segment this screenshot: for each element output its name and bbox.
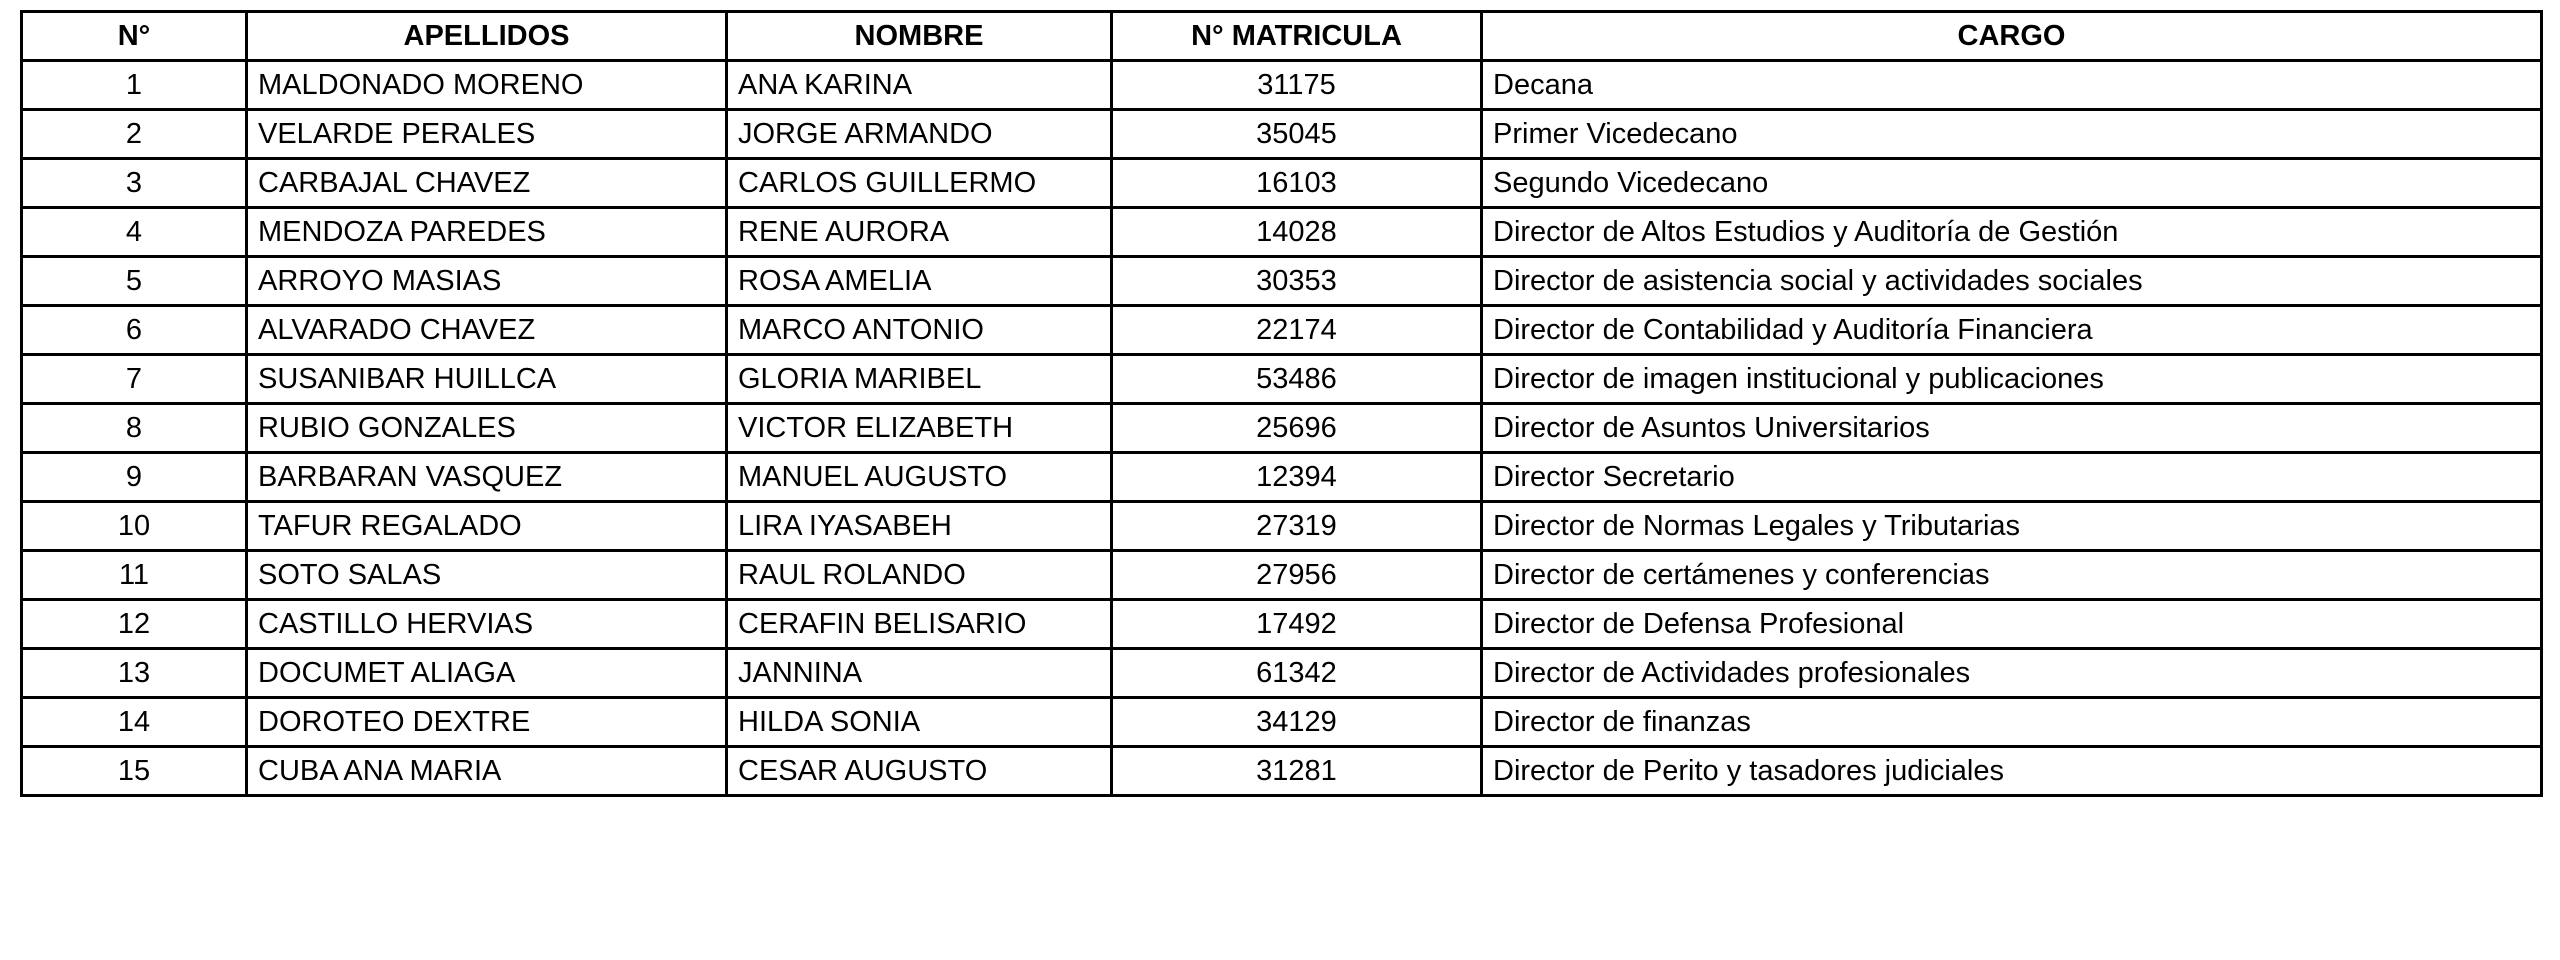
table-row [22, 698, 2542, 747]
cell-cargo: Director de imagen institucional y publicaciones [1482, 355, 2542, 404]
table-row [22, 600, 2542, 649]
cell-nombre: JORGE ARMANDO [727, 110, 1112, 159]
cell-apellidos: BARBARAN VASQUEZ [247, 453, 727, 502]
table-row [22, 649, 2542, 698]
cell-numero: 13 [22, 649, 247, 698]
table-header [22, 12, 2542, 61]
column-header-apellidos: APELLIDOS [247, 12, 727, 61]
cell-apellidos: CARBAJAL CHAVEZ [247, 159, 727, 208]
roster-table [20, 10, 2543, 797]
table-row [22, 110, 2542, 159]
cell-nombre: ROSA AMELIA [727, 257, 1112, 306]
table-row [22, 355, 2542, 404]
cell-nombre: HILDA SONIA [727, 698, 1112, 747]
cell-nombre: MANUEL AUGUSTO [727, 453, 1112, 502]
cell-cargo: Director de Actividades profesionales [1482, 649, 2542, 698]
cell-nombre: CARLOS GUILLERMO [727, 159, 1112, 208]
cell-matricula: 31175 [1112, 61, 1482, 110]
cell-apellidos: CUBA ANA MARIA [247, 747, 727, 796]
cell-cargo: Director de asistencia social y actividades sociales [1482, 257, 2542, 306]
cell-cargo: Director de finanzas [1482, 698, 2542, 747]
cell-numero: 10 [22, 502, 247, 551]
cell-nombre: CESAR AUGUSTO [727, 747, 1112, 796]
cell-numero: 8 [22, 404, 247, 453]
table-row [22, 747, 2542, 796]
cell-nombre: ANA KARINA [727, 61, 1112, 110]
cell-apellidos: MALDONADO MORENO [247, 61, 727, 110]
cell-matricula: 61342 [1112, 649, 1482, 698]
cell-numero: 12 [22, 600, 247, 649]
cell-cargo: Director de Normas Legales y Tributarias [1482, 502, 2542, 551]
cell-matricula: 17492 [1112, 600, 1482, 649]
cell-nombre: JANNINA [727, 649, 1112, 698]
column-header-cargo: CARGO [1482, 12, 2542, 61]
cell-apellidos: VELARDE PERALES [247, 110, 727, 159]
cell-cargo: Director Secretario [1482, 453, 2542, 502]
cell-matricula: 27956 [1112, 551, 1482, 600]
cell-nombre: RENE AURORA [727, 208, 1112, 257]
cell-matricula: 14028 [1112, 208, 1482, 257]
cell-numero: 1 [22, 61, 247, 110]
cell-apellidos: SUSANIBAR HUILLCA [247, 355, 727, 404]
cell-matricula: 30353 [1112, 257, 1482, 306]
table-row [22, 159, 2542, 208]
cell-cargo: Director de Altos Estudios y Auditoría de Gestión [1482, 208, 2542, 257]
cell-apellidos: RUBIO GONZALES [247, 404, 727, 453]
cell-matricula: 31281 [1112, 747, 1482, 796]
cell-numero: 11 [22, 551, 247, 600]
cell-nombre: CERAFIN BELISARIO [727, 600, 1112, 649]
cell-apellidos: TAFUR REGALADO [247, 502, 727, 551]
cell-numero: 9 [22, 453, 247, 502]
cell-numero: 2 [22, 110, 247, 159]
cell-matricula: 35045 [1112, 110, 1482, 159]
cell-matricula: 16103 [1112, 159, 1482, 208]
cell-numero: 5 [22, 257, 247, 306]
cell-cargo: Primer Vicedecano [1482, 110, 2542, 159]
cell-cargo: Director de Asuntos Universitarios [1482, 404, 2542, 453]
cell-apellidos: SOTO SALAS [247, 551, 727, 600]
cell-cargo: Director de certámenes y conferencias [1482, 551, 2542, 600]
cell-apellidos: CASTILLO HERVIAS [247, 600, 727, 649]
table-row [22, 61, 2542, 110]
cell-nombre: LIRA IYASABEH [727, 502, 1112, 551]
cell-numero: 14 [22, 698, 247, 747]
cell-matricula: 34129 [1112, 698, 1482, 747]
cell-cargo: Director de Defensa Profesional [1482, 600, 2542, 649]
cell-apellidos: DOROTEO DEXTRE [247, 698, 727, 747]
table-row [22, 208, 2542, 257]
table-row [22, 453, 2542, 502]
table-row [22, 257, 2542, 306]
table-row [22, 404, 2542, 453]
cell-numero: 6 [22, 306, 247, 355]
cell-apellidos: MENDOZA PAREDES [247, 208, 727, 257]
cell-nombre: RAUL ROLANDO [727, 551, 1112, 600]
cell-cargo: Director de Perito y tasadores judiciales [1482, 747, 2542, 796]
cell-matricula: 25696 [1112, 404, 1482, 453]
cell-cargo: Director de Contabilidad y Auditoría Financiera [1482, 306, 2542, 355]
cell-apellidos: ALVARADO CHAVEZ [247, 306, 727, 355]
table-row [22, 502, 2542, 551]
cell-numero: 3 [22, 159, 247, 208]
cell-matricula: 22174 [1112, 306, 1482, 355]
cell-nombre: GLORIA MARIBEL [727, 355, 1112, 404]
column-header-nombre: NOMBRE [727, 12, 1112, 61]
cell-apellidos: DOCUMET ALIAGA [247, 649, 727, 698]
cell-numero: 4 [22, 208, 247, 257]
cell-numero: 15 [22, 747, 247, 796]
cell-cargo: Segundo Vicedecano [1482, 159, 2542, 208]
cell-cargo: Decana [1482, 61, 2542, 110]
column-header-matricula: N° MATRICULA [1112, 12, 1482, 61]
table-body [22, 61, 2542, 796]
column-header-numero: N° [22, 12, 247, 61]
table-row [22, 306, 2542, 355]
cell-numero: 7 [22, 355, 247, 404]
cell-matricula: 53486 [1112, 355, 1482, 404]
cell-nombre: MARCO ANTONIO [727, 306, 1112, 355]
cell-matricula: 27319 [1112, 502, 1482, 551]
cell-nombre: VICTOR ELIZABETH [727, 404, 1112, 453]
table-header-row [22, 12, 2542, 61]
table-row [22, 551, 2542, 600]
cell-apellidos: ARROYO MASIAS [247, 257, 727, 306]
cell-matricula: 12394 [1112, 453, 1482, 502]
